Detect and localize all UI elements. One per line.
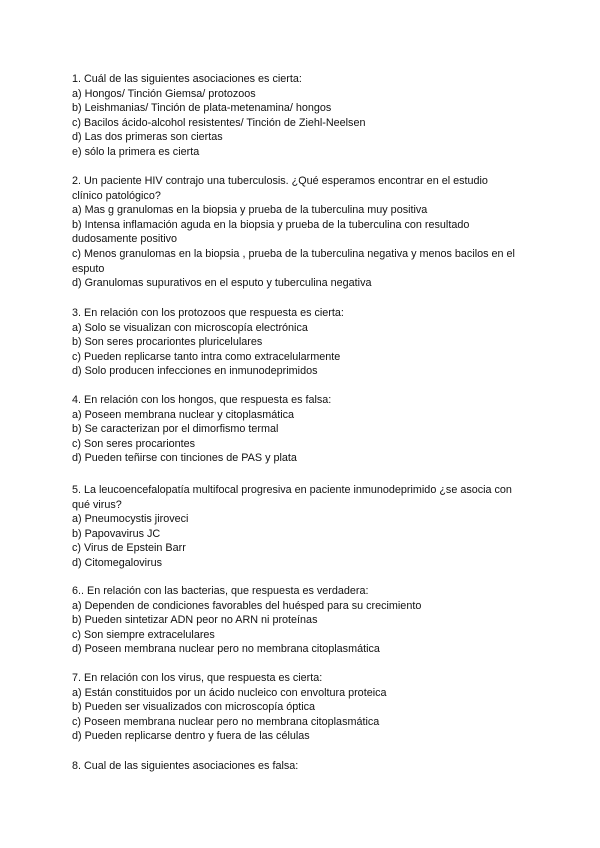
option-c-continued: esputo	[72, 262, 105, 275]
option-a: a) Están constituidos por un ácido nucleico con envoltura proteica	[72, 686, 387, 699]
question-prompt-line-1: 2. Un paciente HIV contrajo una tuberculosis. ¿Qué esperamos encontrar en el estudio	[72, 175, 488, 187]
option-b-continued: dudosamente positivo	[72, 233, 178, 246]
option-b: b) Intensa inflamación aguda en la biopsia y prueba de la tuberculina con resultado	[72, 218, 470, 231]
option-b: b) Se caracterizan por el dimorfismo termal	[72, 423, 279, 436]
option-a: a) Solo se visualizan con microscopía electrónica	[72, 321, 308, 334]
question-1	[72, 72, 542, 160]
question-prompt: 7. En relación con los virus, que respuesta es cierta:	[72, 672, 323, 684]
question-prompt: 8. Cual de las siguientes asociaciones es falsa:	[72, 760, 299, 772]
question-7	[72, 671, 542, 744]
option-d: d) Granulomas supurativos en el esputo y tuberculina negativa	[72, 277, 372, 290]
option-d: d) Poseen membrana nuclear pero no membrana citoplasmática	[72, 643, 380, 656]
option-a: a) Poseen membrana nuclear y citoplasmática	[72, 408, 295, 421]
option-c: c) Virus de Epstein Barr	[72, 542, 186, 555]
option-d: d) Las dos primeras son ciertas	[72, 131, 223, 144]
option-b: b) Papovavirus JC	[72, 527, 161, 540]
option-d: d) Citomegalovirus	[72, 556, 163, 569]
option-e: e) sólo la primera es cierta	[72, 145, 200, 158]
option-c: c) Bacilos ácido-alcohol resistentes/ Tinción de Ziehl-Neelsen	[72, 116, 366, 129]
option-a: a) Pneumocystis jiroveci	[72, 513, 189, 526]
question-5	[72, 483, 542, 571]
question-prompt-line-2: clínico patológico?	[72, 189, 161, 202]
question-2	[72, 174, 542, 291]
option-b: b) Pueden sintetizar ADN peor no ARN ni proteínas	[72, 614, 318, 627]
option-a: a) Hongos/ Tinción Giemsa/ protozoos	[72, 87, 256, 100]
question-prompt: 1. Cuál de las siguientes asociaciones es cierta:	[72, 73, 302, 85]
question-8	[72, 759, 542, 774]
option-d: d) Solo producen infecciones en inmunodeprimidos	[72, 365, 318, 378]
question-4	[72, 393, 542, 466]
question-6	[72, 584, 542, 657]
option-b: b) Son seres procariontes pluricelulares	[72, 336, 263, 349]
option-b: b) Pueden ser visualizados con microscopía óptica	[72, 701, 316, 714]
option-c: c) Pueden replicarse tanto intra como extracelularmente	[72, 350, 341, 363]
option-b: b) Leishmanias/ Tinción de plata-metenamina/ hongos	[72, 102, 332, 115]
option-c: c) Poseen membrana nuclear pero no membrana citoplasmática	[72, 715, 380, 728]
question-prompt: 4. En relación con los hongos, que respuesta es falsa:	[72, 394, 332, 406]
question-prompt-line-1: 5. La leucoencefalopatía multifocal progresiva en paciente inmunodeprimido ¿se asocia con	[72, 484, 512, 496]
option-d: d) Pueden replicarse dentro y fuera de las células	[72, 730, 310, 743]
option-c: c) Menos granulomas en la biopsia , prueba de la tuberculina negativa y menos bacilos en el	[72, 247, 515, 260]
question-3	[72, 306, 542, 379]
option-c: c) Son seres procariontes	[72, 437, 196, 450]
option-c: c) Son siempre extracelulares	[72, 628, 215, 641]
option-d: d) Pueden teñirse con tinciones de PAS y plata	[72, 452, 297, 465]
question-prompt: 3. En relación con los protozoos que respuesta es cierta:	[72, 307, 344, 319]
option-a: a) Dependen de condiciones favorables del huésped para su crecimiento	[72, 599, 422, 612]
question-prompt-line-2: qué virus?	[72, 498, 122, 511]
option-a: a) Mas g granulomas en la biopsia y prueba de la tuberculina muy positiva	[72, 204, 428, 217]
question-prompt: 6.. En relación con las bacterias, que respuesta es verdadera:	[72, 585, 369, 597]
